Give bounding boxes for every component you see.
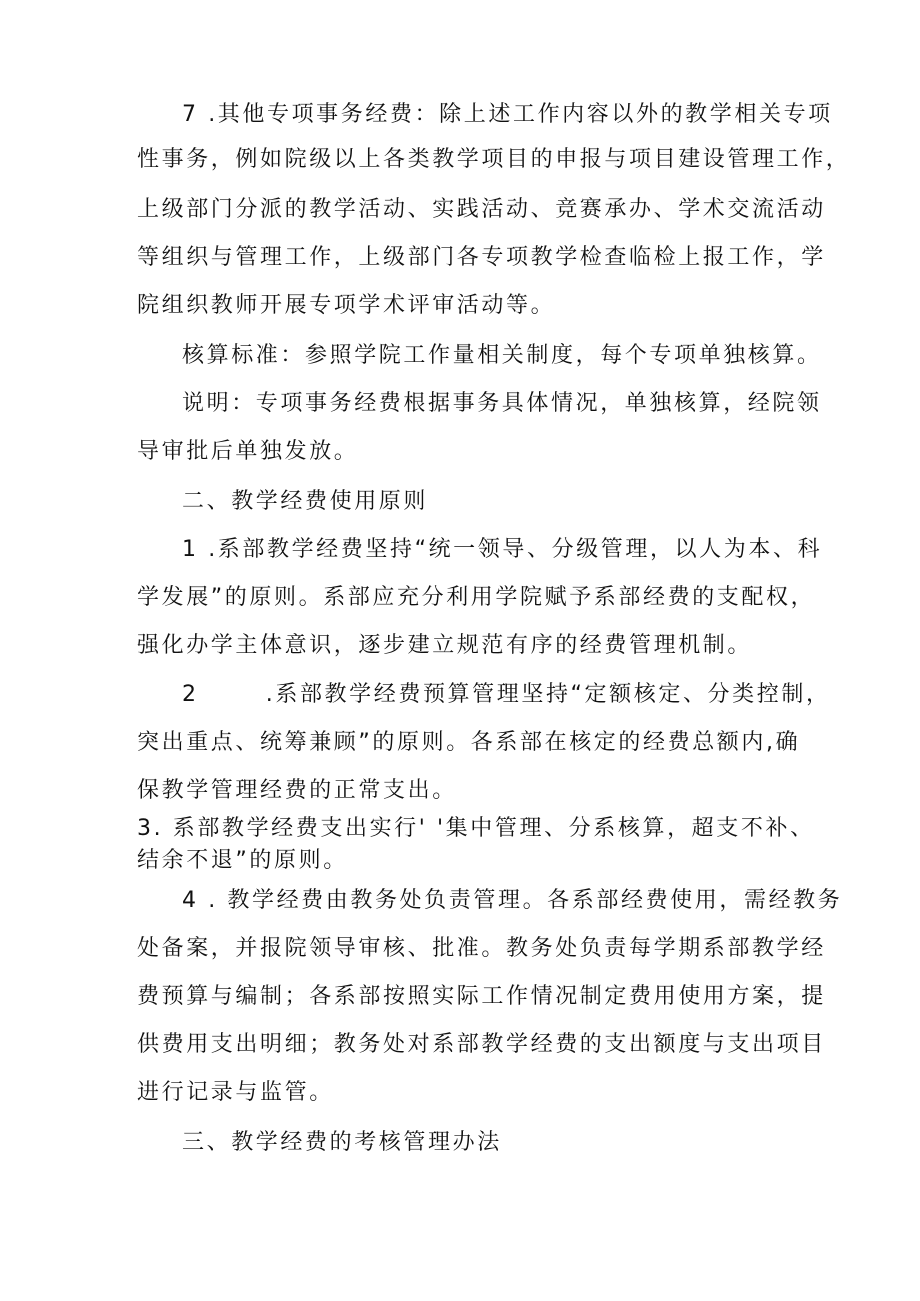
principle-3-line-2: 结余不退”的原则。 bbox=[137, 848, 348, 873]
principle-4-line-3: 费预算与编制；各系部按照实际工作情况制定费用使用方案，提 bbox=[137, 984, 826, 1009]
paragraph-7-line-4: 等组织与管理工作，上级部门各专项教学检查临检上报工作，学 bbox=[137, 245, 826, 270]
paragraph-7-line-3: 上级部门分派的教学活动、实践活动、竞赛承办、学术交流活动 bbox=[137, 197, 826, 222]
accounting-standard-line: 核算标准：参照学院工作量相关制度，每个专项单独核算。 bbox=[182, 343, 822, 368]
principle-1-line-1: 1 .系部教学经费坚持“统一领导、分级管理，以人为本、科 bbox=[182, 537, 823, 562]
principle-2-line-2: 突出重点、统筹兼顾”的原则。各系部在核定的经费总额内,确 bbox=[137, 730, 801, 755]
principle-4-line-2: 处备案，并报院领导审核、批准。教务处负责每学期系部教学经 bbox=[137, 936, 826, 961]
paragraph-7-line-1: 7 .其他专项事务经费：除上述工作内容以外的教学相关专项 bbox=[182, 102, 833, 127]
principle-1-line-2: 学发展”的原则。系部应充分利用学院赋予系部经费的支配权， bbox=[137, 585, 816, 610]
note-line-2: 导审批后单独发放。 bbox=[137, 439, 359, 464]
principle-4-line-4: 供费用支出明细；教务处对系部教学经费的支出额度与支出项目 bbox=[137, 1032, 826, 1057]
paragraph-7-line-5: 院组织教师开展专项学术评审活动等。 bbox=[137, 293, 556, 318]
paragraph-7-line-2: 性事务，例如院级以上各类教学项目的申报与项目建设管理工作， bbox=[137, 147, 851, 172]
principle-1-line-3: 强化办学主体意识，逐步建立规范有序的经费管理机制。 bbox=[137, 633, 753, 658]
principle-2-line-3: 保教学管理经费的正常支出。 bbox=[137, 778, 457, 803]
principle-4-line-1: 4 . 教学经费由教务处负责管理。各系部经费使用，需经教务 bbox=[182, 888, 843, 913]
section-3-heading: 三、教学经费的考核管理办法 bbox=[182, 1130, 502, 1155]
section-2-heading: 二、教学经费使用原则 bbox=[182, 489, 429, 514]
principle-2-line-1: 2 .系部教学经费预算管理坚持“定额核定、分类控制， bbox=[182, 682, 831, 707]
note-line-1: 说明：专项事务经费根据事务具体情况，单独核算，经院领 bbox=[182, 391, 822, 416]
principle-3-line-1: 3. 系部教学经费支出实行' '集中管理、分系核算，超支不补、 bbox=[137, 816, 815, 841]
principle-4-line-5: 进行记录与监管。 bbox=[137, 1080, 334, 1105]
